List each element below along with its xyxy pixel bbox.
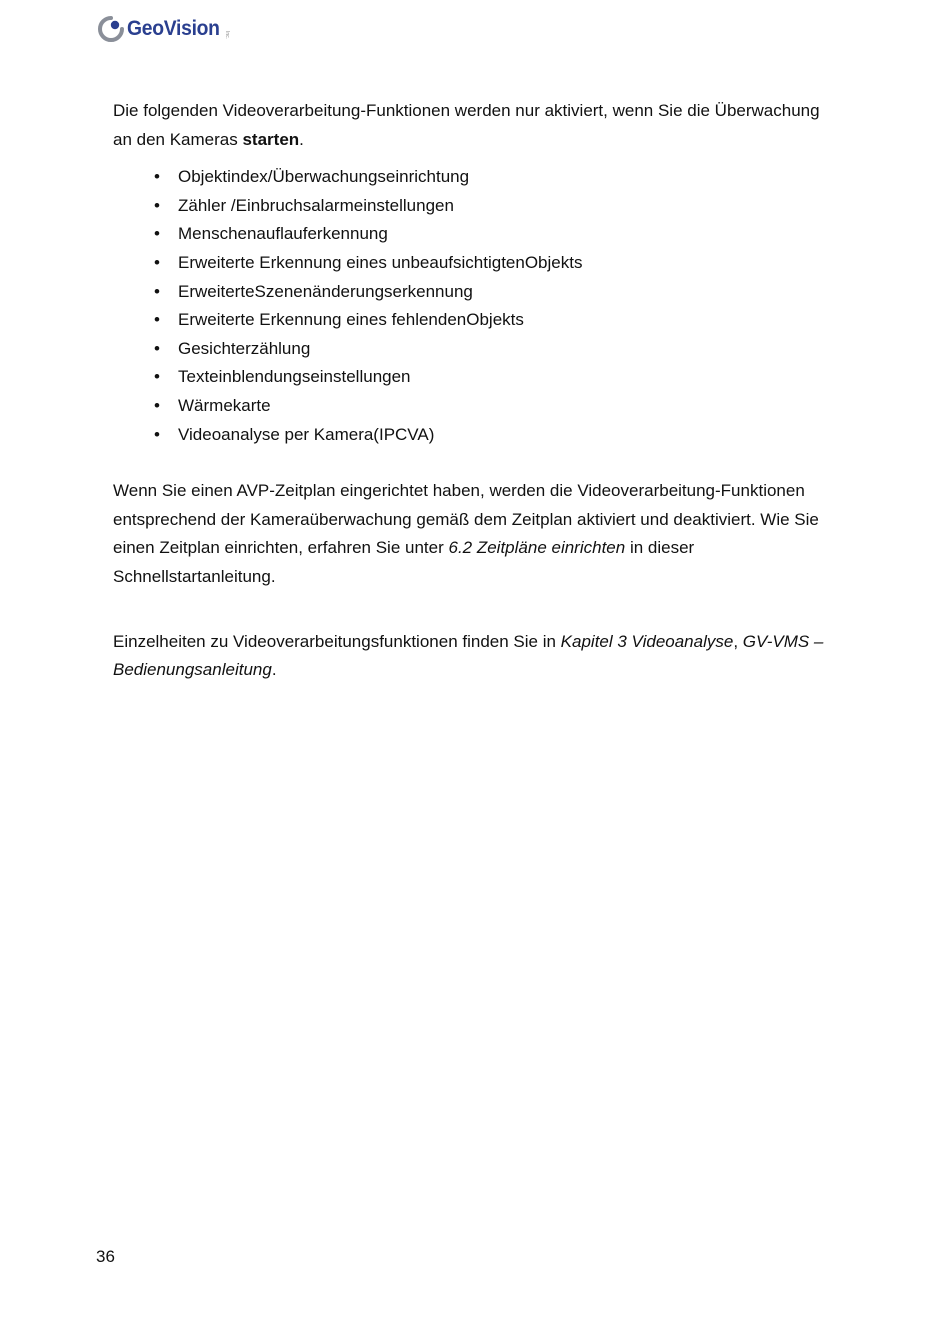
bullet-icon: • (154, 338, 160, 358)
schedule-paragraph (113, 477, 843, 591)
feature-list-item (113, 220, 843, 249)
feature-label: Wärmekarte (178, 395, 271, 415)
feature-label: Videoanalyse per Kamera(IPCVA) (178, 424, 435, 444)
feature-list-item (113, 363, 843, 392)
bullet-icon: • (154, 167, 160, 187)
feature-label: Erweiterte Erkennung eines unbeaufsichtigtenObjekts (178, 252, 583, 272)
schedule-text-end: in dieser Schnellstartanleitung. (113, 538, 695, 586)
geovision-logo-icon (98, 16, 124, 42)
feature-label: Zähler /Einbruchsalarmeinstellungen (178, 195, 454, 215)
manual-reference: GV-VMS – Bedienungsanleitung (113, 631, 824, 680)
feature-list-item (113, 392, 843, 421)
feature-label: Menschenauflauferkennung (178, 224, 388, 244)
details-text: Einzelheiten zu Videoverarbeitungsfunktionen finden Sie in (113, 631, 561, 651)
feature-list (113, 163, 843, 449)
feature-list-item (113, 163, 843, 192)
details-separator: , (733, 631, 743, 651)
chapter-reference: Kapitel 3 Videoanalyse (560, 631, 734, 651)
page-number: 36 (96, 1247, 115, 1266)
bullet-icon: • (154, 367, 160, 387)
details-paragraph (113, 628, 843, 685)
geovision-logo (98, 12, 230, 46)
schedule-reference: 6.2 Zeitpläne einrichten (448, 538, 626, 558)
feature-list-item (113, 249, 843, 278)
bullet-icon: • (154, 195, 160, 215)
feature-label: Gesichterzählung (178, 338, 311, 358)
bullet-icon: • (154, 224, 160, 244)
feature-label: Erweiterte Erkennung eines fehlendenObjekts (178, 310, 524, 330)
feature-list-item (113, 421, 843, 450)
bullet-icon: • (154, 310, 160, 330)
feature-list-item (113, 278, 843, 307)
feature-list-item (113, 306, 843, 335)
intro-bold-text: starten (242, 129, 300, 149)
feature-list-item (113, 192, 843, 221)
bullet-icon: • (154, 252, 160, 272)
feature-label: ErweiterteSzenenänderungserkennung (178, 281, 473, 301)
feature-label: Texteinblendungseinstellungen (178, 367, 411, 387)
logo-suffix: Inc. (223, 30, 230, 40)
intro-text: Die folgenden Videoverarbeitung-Funktionen werden nur aktiviert, wenn Sie die Überwachung an den Kameras (113, 101, 820, 149)
bullet-icon: • (154, 281, 160, 301)
logo-text: GeoVision (127, 17, 220, 40)
bullet-icon: • (154, 424, 160, 444)
intro-paragraph (113, 97, 843, 154)
page-content (113, 97, 843, 685)
schedule-text: Wenn Sie einen AVP-Zeitplan eingerichtet haben, werden die Videoverarbeitung-Funktionen entsprechend der Kameraüberwachung gemäß dem Zeitplan aktiviert und deaktiviert. Wie Sie einen Zeitplan einrichten, erfahren Sie unter (113, 481, 819, 558)
feature-list-item (113, 335, 843, 364)
bullet-icon: • (154, 395, 160, 415)
feature-label: Objektindex/Überwachungseinrichtung (178, 167, 470, 187)
details-text-end: . (271, 660, 277, 680)
intro-end: . (299, 129, 304, 149)
